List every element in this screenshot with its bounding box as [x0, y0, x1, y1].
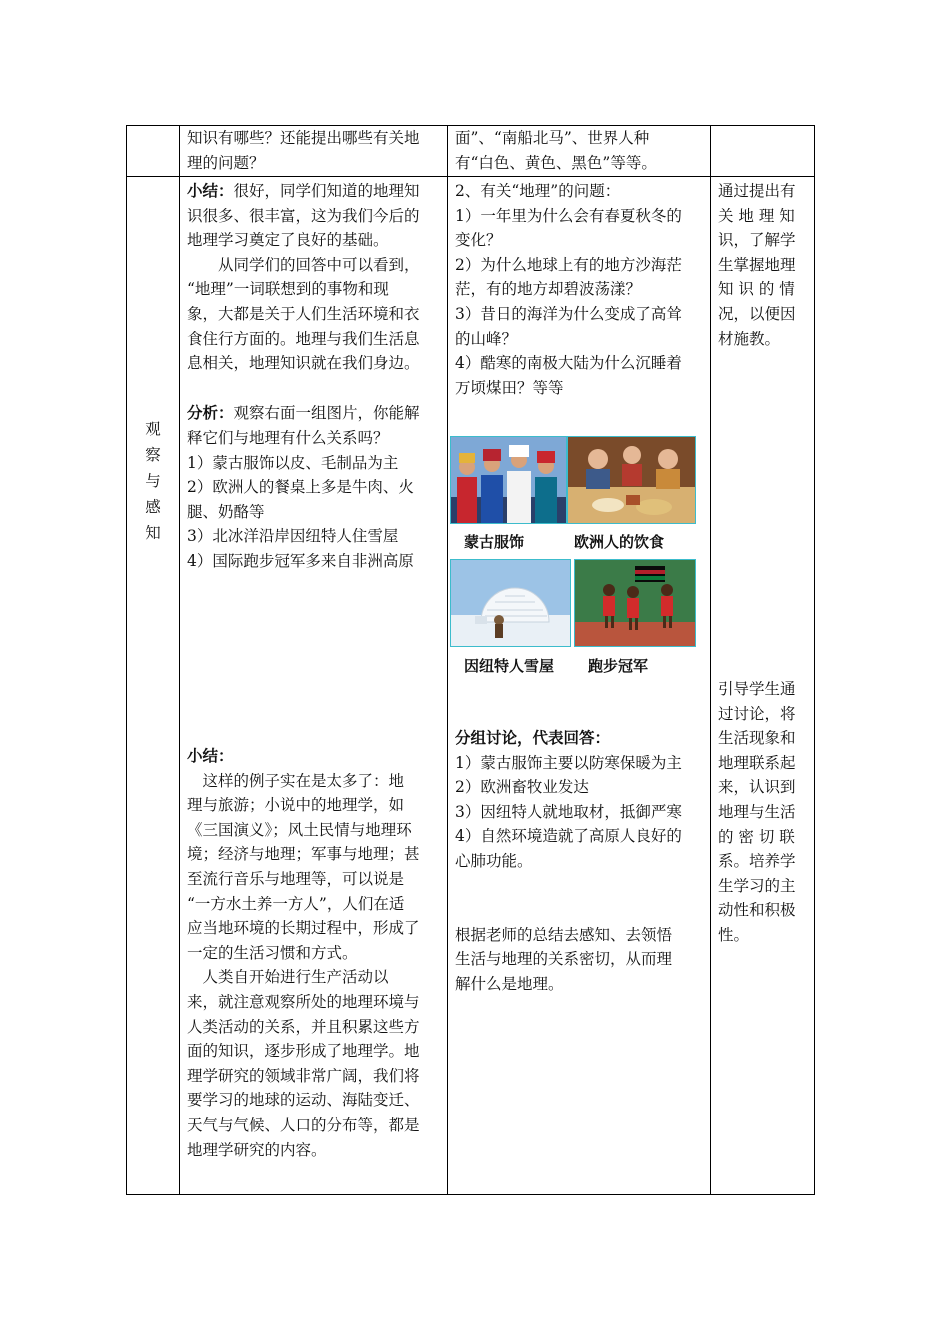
- col2-top-text: 面”、“南船北马”、世界人种 有“白色、黄色、黑色”等等。: [455, 129, 657, 172]
- design-note-2: 引导学生通 过讨论，将 生活现象和 地理联系起 来，认识到 地理与生活 的 密 切 联 系。培养学 生学习的主 动性和积极 性。: [718, 680, 796, 944]
- teacher-activity: 小结：很好，同学们知道的地理知 识很多、很丰富，这为我们今后的 地理学习奠定了良好的基础。 从同学们的回答中可以看到， “地理”一词联想到的事物和现 象，大都是关于人们生活环境和衣 食住行方面的。地理与我们生活息 息相关，地理知识就在我们身边。 分析：观察右面一组图片，你能解 释它们与地理有什么关系吗？ 1）蒙古服饰以皮、毛制品为主 2）欧洲人的餐桌上多是牛肉、火 腿、奶酪等 3）北冰洋沿岸因纽特人住雪屋 4）国际跑步冠军多来自非洲高原: [187, 181, 420, 570]
- caption-running-champion: 跑步冠军: [588, 657, 649, 675]
- summary-label: 小结：: [187, 181, 234, 200]
- analysis-label: 分析：: [187, 403, 234, 423]
- student-discussion: 分组讨论，代表回答： 1）蒙古服饰主要以防寒保暖为主 2）欧洲畜牧业发达 3）因纽特人就地取材，抵御严寒 4）自然环境造就了高原人良好的 心肺功能。 根据老师的总结去感知、去领悟 生活与地理的关系密切，从而理 解什么是地理。: [455, 728, 682, 993]
- mongolian-clothing-illustration: [451, 437, 567, 524]
- column-divider: [710, 126, 711, 1194]
- inuit-igloo-photo: [450, 559, 571, 647]
- runners-illustration: [575, 560, 696, 647]
- row-divider: [127, 176, 814, 177]
- lesson-table: [126, 125, 815, 1195]
- teacher-summary: 小结： 这样的例子实在是太多了：地 理与旅游；小说中的地理学，如 《三国演义》；风土民情与地理环 境；经济与地理；军事与地理；甚 至流行音乐与地理等，可以说是 “一方水土养一方人”，人们在适 应当地环境的长期过程中，形成了 一定的生活习惯和方式。 人类自开始进行生产活动以 来，就注意观察所处的地理环境与 人类活动的关系，并且积累这些方 面的知识，逐步形成了地理学。地 理学研究的领域非常广阔，我们将 要学习的地球的运动、海陆变迁、 天气与气候、人口的分布等，都是 地理学研究的内容。: [187, 746, 420, 1159]
- caption-european-food: 欧洲人的饮食: [574, 533, 665, 551]
- european-food-illustration: [568, 437, 696, 524]
- summary-label: 小结：: [187, 746, 234, 765]
- mongolian-clothing-photo: [450, 436, 567, 524]
- column-divider: [179, 126, 180, 1194]
- design-note-1: 通过提出有 关 地 理 知 识，了解学 生掌握地理 知 识 的 情 况，以便因 材施教。: [718, 182, 796, 348]
- col1-top-text: 知识有哪些？还能提出哪些有关地 理的问题？: [187, 129, 420, 172]
- caption-inuit-igloo: 因纽特人雪屋: [464, 657, 555, 675]
- student-questions: 2、有关“地理”的问题： 1）一年里为什么会有春夏秋冬的 变化？ 2）为什么地球上有的地方沙海茫 茫，有的地方却碧波荡漾？ 3）昔日的海洋为什么变成了高耸 的山峰？ 4）酷寒的南极大陆为什么沉睡着 万顷煤田？等等: [455, 182, 682, 397]
- stage-label: 观 察 与 感 知: [145, 420, 161, 542]
- caption-mongolian-clothing: 蒙古服饰: [464, 533, 525, 551]
- running-champion-photo: [574, 559, 696, 647]
- discussion-label: 分组讨论，代表回答：: [455, 728, 611, 747]
- european-food-photo: [567, 436, 696, 524]
- column-divider: [447, 126, 448, 1194]
- igloo-illustration: [451, 560, 571, 647]
